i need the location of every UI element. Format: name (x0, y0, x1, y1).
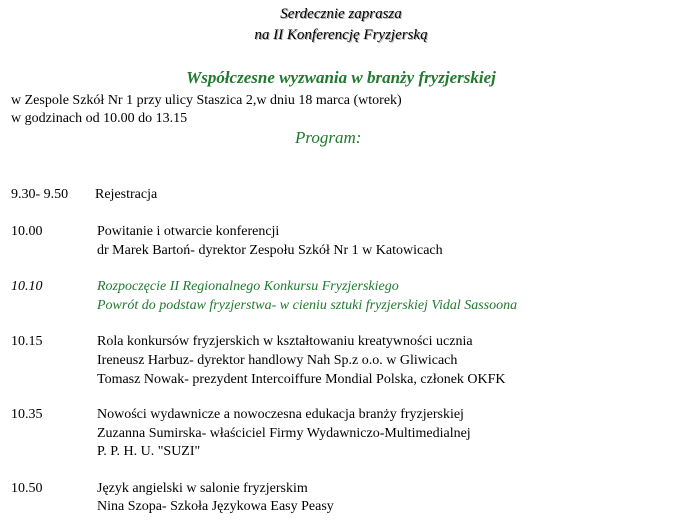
schedule-line: P. P. H. U. "SUZI" (97, 444, 201, 459)
schedule-line: dr Marek Bartoń- dyrektor Zespołu Szkół Nr 1 w Katowicach (97, 243, 443, 258)
registration-label: Rejestracja (95, 187, 158, 202)
schedule-line: Powrót do podstaw fryzjerstwa- w cieniu sztuki fryzjerskiej Vidal Sassoona (97, 298, 518, 313)
schedule-time: 10.15 (11, 334, 43, 349)
invitation-line: Serdecznie zaprasza (280, 6, 402, 22)
schedule-line: Tomasz Nowak- prezydent Intercoiffure Mondial Polska, członek OKFK (97, 372, 506, 387)
conference-title: Współczesne wyzwania w branży fryzjerskiej (186, 68, 496, 87)
schedule-time: 10.35 (11, 407, 43, 422)
schedule-line: Rola konkursów fryzjerskich w kształtowaniu kreatywności ucznia (97, 334, 473, 349)
schedule-time: 10.10 (11, 279, 43, 294)
schedule-line: Nina Szopa- Szkoła Językowa Easy Peasy (97, 499, 334, 514)
schedule-line: Ireneusz Harbuz- dyrektor handlowy Nah Sp.z o.o. w Gliwicach (97, 353, 458, 368)
conference-name: na II Konferencję Fryzjerską (254, 27, 428, 43)
hours-text: w godzinach od 10.00 do 13.15 (11, 111, 188, 126)
venue-text: w Zespole Szkół Nr 1 przy ulicy Staszica 2,w dniu 18 marca (wtorek) (11, 93, 402, 108)
schedule-line: Rozpoczęcie II Regionalnego Konkursu Fryzjerskiego (97, 279, 399, 294)
schedule-line: Zuzanna Sumirska- właściciel Firmy Wydawniczo-Multimedialnej (97, 426, 471, 441)
schedule-time: 10.50 (11, 481, 43, 496)
registration-time: 9.30- 9.50 (11, 187, 69, 202)
schedule-line: Powitanie i otwarcie konferencji (97, 224, 280, 239)
program-heading: Program: (295, 128, 362, 147)
schedule-line: Nowości wydawnicze a nowoczesna edukacja branży fryzjerskiej (97, 407, 464, 422)
schedule-line: Język angielski w salonie fryzjerskim (97, 481, 308, 496)
schedule-time: 10.00 (11, 224, 43, 239)
